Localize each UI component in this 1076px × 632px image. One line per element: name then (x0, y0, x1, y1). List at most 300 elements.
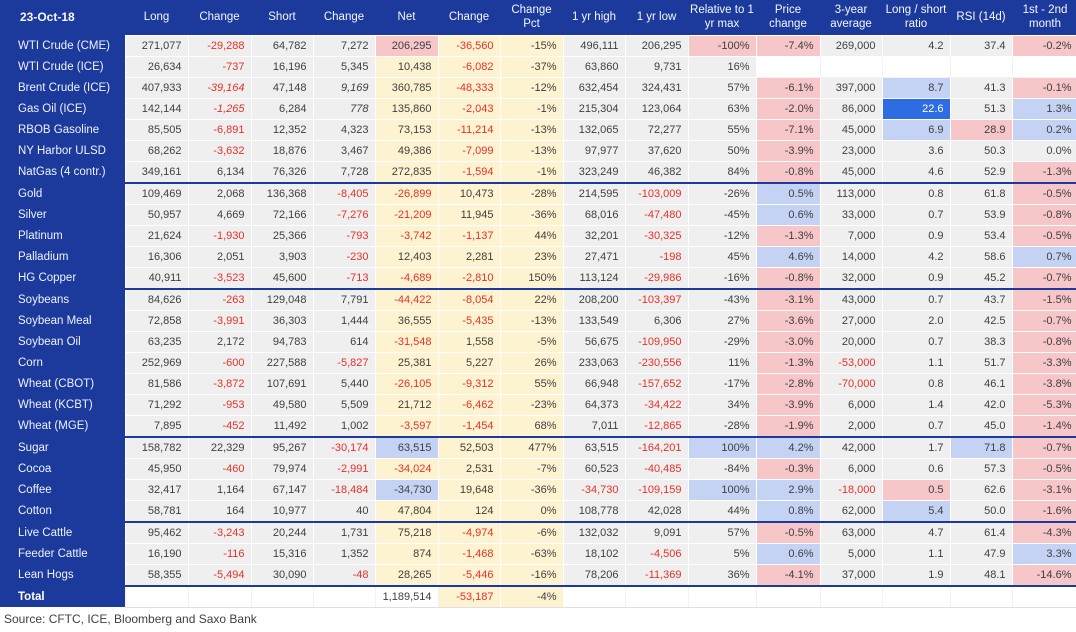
cell: 324,431 (625, 77, 688, 98)
cell: 397,000 (820, 77, 882, 98)
cell: 0.5% (756, 183, 820, 205)
cell: -6,082 (438, 56, 500, 77)
cell: -4.3% (1012, 522, 1076, 544)
row-label: NY Harbor ULSD (0, 140, 125, 161)
cell: -34,730 (375, 479, 438, 500)
cell: -18,484 (313, 479, 375, 500)
cell: 3.6 (882, 140, 950, 161)
cell: -7,276 (313, 204, 375, 225)
cell: -263 (188, 289, 251, 311)
cell: 32,201 (563, 225, 625, 246)
cell: 26% (500, 352, 563, 373)
cell: 107,691 (251, 373, 313, 394)
cell: 26,634 (125, 56, 188, 77)
cell: -43% (688, 289, 756, 311)
column-header: Price change (756, 0, 820, 35)
cell: 61.8 (950, 183, 1012, 205)
cell: 269,000 (820, 35, 882, 56)
cell: 22,329 (188, 437, 251, 459)
cell: -5,435 (438, 310, 500, 331)
table-row (0, 119, 1076, 140)
cell: 55% (688, 119, 756, 140)
cell: 42,000 (820, 437, 882, 459)
cell: -5% (500, 331, 563, 352)
cell (688, 586, 756, 608)
cell: -1,594 (438, 161, 500, 183)
cell: 38.3 (950, 331, 1012, 352)
cell: -31,548 (375, 331, 438, 352)
cell: 3.3% (1012, 543, 1076, 564)
cell: 1,189,514 (375, 586, 438, 608)
cell: -3,991 (188, 310, 251, 331)
cell: -460 (188, 458, 251, 479)
cell: 43,000 (820, 289, 882, 311)
cell: -34,730 (563, 479, 625, 500)
column-header: Change (313, 0, 375, 35)
cell: -3,243 (188, 522, 251, 544)
cell: 53.9 (950, 204, 1012, 225)
cell: 58,355 (125, 564, 188, 586)
table-row (0, 458, 1076, 479)
cell: 27,000 (820, 310, 882, 331)
cell: -9,312 (438, 373, 500, 394)
cell: 7,895 (125, 415, 188, 437)
cell: 113,124 (563, 267, 625, 289)
cell: 63,515 (563, 437, 625, 459)
cell: -3,597 (375, 415, 438, 437)
cell: 63,860 (563, 56, 625, 77)
cell (882, 56, 950, 77)
cell: 94,783 (251, 331, 313, 352)
cell: 1.9 (882, 564, 950, 586)
cell: -12% (688, 225, 756, 246)
cell: 18,876 (251, 140, 313, 161)
row-label: Corn (0, 352, 125, 373)
column-header: Net (375, 0, 438, 35)
cell: -103,397 (625, 289, 688, 311)
row-label: NatGas (4 contr.) (0, 161, 125, 183)
cell: 63,515 (375, 437, 438, 459)
cell: 1,558 (438, 331, 500, 352)
cell: 81,586 (125, 373, 188, 394)
cell: 6,306 (625, 310, 688, 331)
cell (950, 586, 1012, 608)
cell: 0.8 (882, 373, 950, 394)
cell: 15,316 (251, 543, 313, 564)
table-row (0, 267, 1076, 289)
cell: -0.8% (1012, 331, 1076, 352)
cell: -48 (313, 564, 375, 586)
cell: -3,872 (188, 373, 251, 394)
cell: -1.5% (1012, 289, 1076, 311)
cell: -3.9% (756, 394, 820, 415)
column-header: Change Pct (500, 0, 563, 35)
cell: 11,492 (251, 415, 313, 437)
cell: 208,200 (563, 289, 625, 311)
cell: 25,381 (375, 352, 438, 373)
row-label: RBOB Gasoline (0, 119, 125, 140)
cell: 58,781 (125, 500, 188, 522)
cell: 37.4 (950, 35, 1012, 56)
row-label: Brent Crude (ICE) (0, 77, 125, 98)
date-header: 23-Oct-18 (0, 0, 125, 35)
cell: 27,471 (563, 246, 625, 267)
cell: 52.9 (950, 161, 1012, 183)
table-row (0, 331, 1076, 352)
cell: 9,169 (313, 77, 375, 98)
cell: 0.6% (756, 204, 820, 225)
cell: -30,174 (313, 437, 375, 459)
cell: 100% (688, 437, 756, 459)
cell: 32,417 (125, 479, 188, 500)
cell: 58.6 (950, 246, 1012, 267)
cell: -36% (500, 204, 563, 225)
cell: 50,957 (125, 204, 188, 225)
cell: -2,991 (313, 458, 375, 479)
cell: 5,227 (438, 352, 500, 373)
cell: 0.7% (1012, 246, 1076, 267)
cell: -11,214 (438, 119, 500, 140)
row-label: Wheat (KCBT) (0, 394, 125, 415)
cell: 36,303 (251, 310, 313, 331)
cell: 33,000 (820, 204, 882, 225)
cell: 42.5 (950, 310, 1012, 331)
cell: -0.1% (1012, 77, 1076, 98)
table-row (0, 310, 1076, 331)
cell: 215,304 (563, 98, 625, 119)
cell: -12,865 (625, 415, 688, 437)
row-label: Gas Oil (ICE) (0, 98, 125, 119)
table-row (0, 77, 1076, 98)
cell: 5,509 (313, 394, 375, 415)
cell: 0.2% (1012, 119, 1076, 140)
table-row (0, 98, 1076, 119)
cell: 40,911 (125, 267, 188, 289)
cell: 1,164 (188, 479, 251, 500)
cell: 36,555 (375, 310, 438, 331)
cell: 132,065 (563, 119, 625, 140)
cell: 2.9% (756, 479, 820, 500)
cell: 0.0% (1012, 140, 1076, 161)
cell: 57.3 (950, 458, 1012, 479)
cell: -109,950 (625, 331, 688, 352)
cell: 47,148 (251, 77, 313, 98)
cell: -53,000 (820, 352, 882, 373)
table-row (0, 564, 1076, 586)
cell: -0.7% (1012, 437, 1076, 459)
cell: 32,000 (820, 267, 882, 289)
cell: -3.9% (756, 140, 820, 161)
cell: -6,462 (438, 394, 500, 415)
cell: -1,454 (438, 415, 500, 437)
table-row (0, 204, 1076, 225)
cell: 124 (438, 500, 500, 522)
cell: -28% (688, 415, 756, 437)
row-label: HG Copper (0, 267, 125, 289)
cell: -0.8% (1012, 204, 1076, 225)
cell: 7,272 (313, 35, 375, 56)
cell: 95,462 (125, 522, 188, 544)
row-label: Cocoa (0, 458, 125, 479)
cell: 84,626 (125, 289, 188, 311)
cell: -230,556 (625, 352, 688, 373)
cell: -7.1% (756, 119, 820, 140)
cell: 27% (688, 310, 756, 331)
row-label: WTI Crude (ICE) (0, 56, 125, 77)
cell: 95,267 (251, 437, 313, 459)
cell: -713 (313, 267, 375, 289)
cell: 37,620 (625, 140, 688, 161)
cell: 45.0 (950, 415, 1012, 437)
cell: 23,000 (820, 140, 882, 161)
cell: 8.7 (882, 77, 950, 98)
cell (950, 56, 1012, 77)
cell: -3,742 (375, 225, 438, 246)
cell: 0.7 (882, 415, 950, 437)
row-label: Soybeans (0, 289, 125, 311)
cell: 16,196 (251, 56, 313, 77)
cell: 78,206 (563, 564, 625, 586)
row-label: Soybean Oil (0, 331, 125, 352)
cell: -29,986 (625, 267, 688, 289)
cell: -1.3% (756, 225, 820, 246)
cell: 56,675 (563, 331, 625, 352)
cell: -53,187 (438, 586, 500, 608)
cell: 5,440 (313, 373, 375, 394)
cell (1012, 56, 1076, 77)
cell: 0.7 (882, 289, 950, 311)
cell: 79,974 (251, 458, 313, 479)
cell: 113,000 (820, 183, 882, 205)
cell: 66,948 (563, 373, 625, 394)
cell: 407,933 (125, 77, 188, 98)
cell: -793 (313, 225, 375, 246)
row-label: WTI Crude (CME) (0, 35, 125, 56)
cell: 45,950 (125, 458, 188, 479)
cell: 4.2 (882, 35, 950, 56)
cell: 227,588 (251, 352, 313, 373)
cell: -15% (500, 35, 563, 56)
column-header: 3-year average (820, 0, 882, 35)
table-row (0, 225, 1076, 246)
cell: 62,000 (820, 500, 882, 522)
cell: -0.2% (1012, 35, 1076, 56)
cell: -4% (500, 586, 563, 608)
cell: -13% (500, 140, 563, 161)
cell: 21,624 (125, 225, 188, 246)
cell: 37,000 (820, 564, 882, 586)
row-label: Wheat (MGE) (0, 415, 125, 437)
cell: 1.7 (882, 437, 950, 459)
cell: -26,899 (375, 183, 438, 205)
cell: 16,190 (125, 543, 188, 564)
cell: -452 (188, 415, 251, 437)
cell: 0.7 (882, 331, 950, 352)
cell: 16% (688, 56, 756, 77)
cell: -2.8% (756, 373, 820, 394)
table-row (0, 522, 1076, 544)
cell (563, 586, 625, 608)
cell: -34,024 (375, 458, 438, 479)
table-row (0, 543, 1076, 564)
cell: 0.8% (756, 500, 820, 522)
cell: 1.3% (1012, 98, 1076, 119)
cell: 6,284 (251, 98, 313, 119)
cell: 2,172 (188, 331, 251, 352)
cell: 72,277 (625, 119, 688, 140)
cell: -2,810 (438, 267, 500, 289)
cell: -1% (500, 98, 563, 119)
cell: 109,469 (125, 183, 188, 205)
cell: 3,467 (313, 140, 375, 161)
table-row (0, 56, 1076, 77)
cell: 778 (313, 98, 375, 119)
cell: -8,054 (438, 289, 500, 311)
cell: 4.2 (882, 246, 950, 267)
cell: -29,288 (188, 35, 251, 56)
cell: 135,860 (375, 98, 438, 119)
cell: 4.6% (756, 246, 820, 267)
cell: 64,782 (251, 35, 313, 56)
cell: 158,782 (125, 437, 188, 459)
cell: 63,000 (820, 522, 882, 544)
column-header: 1 yr low (625, 0, 688, 35)
cell: -7,099 (438, 140, 500, 161)
cell: 45.2 (950, 267, 1012, 289)
cell: 0.5 (882, 479, 950, 500)
cell: -16% (500, 564, 563, 586)
cell: 0.7 (882, 204, 950, 225)
cell: 477% (500, 437, 563, 459)
cell: 44% (500, 225, 563, 246)
column-header: 1st - 2nd month (1012, 0, 1076, 35)
cell: -5,494 (188, 564, 251, 586)
cell: 67,147 (251, 479, 313, 500)
cell: 71,292 (125, 394, 188, 415)
cell: 75,218 (375, 522, 438, 544)
cell: 36% (688, 564, 756, 586)
cell: -3.8% (1012, 373, 1076, 394)
cell: 206,295 (625, 35, 688, 56)
cell: -63% (500, 543, 563, 564)
cell: 64,373 (563, 394, 625, 415)
cell: -3,632 (188, 140, 251, 161)
cell: 9,091 (625, 522, 688, 544)
cell: 1.4 (882, 394, 950, 415)
cell: -5.3% (1012, 394, 1076, 415)
cell: 47,804 (375, 500, 438, 522)
cell: 7,000 (820, 225, 882, 246)
cell: 1,352 (313, 543, 375, 564)
cell: -103,009 (625, 183, 688, 205)
cell: 28.9 (950, 119, 1012, 140)
cell: -13% (500, 310, 563, 331)
cell: -157,652 (625, 373, 688, 394)
cell: 61.4 (950, 522, 1012, 544)
cell: 3,903 (251, 246, 313, 267)
cell: 42,028 (625, 500, 688, 522)
cell: -1,137 (438, 225, 500, 246)
table-row (0, 500, 1076, 522)
cell: -2.0% (756, 98, 820, 119)
cell: -4.1% (756, 564, 820, 586)
table-row (0, 352, 1076, 373)
cell: -28% (500, 183, 563, 205)
row-label: Sugar (0, 437, 125, 459)
table-row (0, 394, 1076, 415)
cell: -0.8% (756, 267, 820, 289)
table-row (0, 437, 1076, 459)
cell: 76,326 (251, 161, 313, 183)
cell: 4.7 (882, 522, 950, 544)
row-label: Soybean Meal (0, 310, 125, 331)
cell: 28,265 (375, 564, 438, 586)
cell: 323,249 (563, 161, 625, 183)
cell: 133,549 (563, 310, 625, 331)
row-label: Coffee (0, 479, 125, 500)
cell: 42.0 (950, 394, 1012, 415)
cell: 68,262 (125, 140, 188, 161)
table-row (0, 140, 1076, 161)
cell: -600 (188, 352, 251, 373)
cell: -17% (688, 373, 756, 394)
row-label: Wheat (CBOT) (0, 373, 125, 394)
cell: -16% (688, 267, 756, 289)
cell: 0.8 (882, 183, 950, 205)
cell: 632,454 (563, 77, 625, 98)
cell: 84% (688, 161, 756, 183)
cell (820, 56, 882, 77)
cell: -18,000 (820, 479, 882, 500)
cell: 22% (500, 289, 563, 311)
cell: 6,000 (820, 458, 882, 479)
cell: 71.8 (950, 437, 1012, 459)
cell: 132,032 (563, 522, 625, 544)
cell: 349,161 (125, 161, 188, 183)
cell: 4,669 (188, 204, 251, 225)
cell: 20,000 (820, 331, 882, 352)
table-row (0, 161, 1076, 183)
cell: -1.9% (756, 415, 820, 437)
cell: -47,480 (625, 204, 688, 225)
table-row (0, 246, 1076, 267)
column-header: 1 yr high (563, 0, 625, 35)
cell: 55% (500, 373, 563, 394)
cell (625, 586, 688, 608)
cell: 4.2% (756, 437, 820, 459)
cell: -8,405 (313, 183, 375, 205)
cell: 4,323 (313, 119, 375, 140)
cell: 6.9 (882, 119, 950, 140)
table-row (0, 479, 1076, 500)
column-header: Long / short ratio (882, 0, 950, 35)
cell: 7,011 (563, 415, 625, 437)
cell: 60,523 (563, 458, 625, 479)
cell: 63% (688, 98, 756, 119)
row-label: Palladium (0, 246, 125, 267)
cell: -7.4% (756, 35, 820, 56)
row-label: Live Cattle (0, 522, 125, 544)
cell: 2.0 (882, 310, 950, 331)
cell: 0.6 (882, 458, 950, 479)
cell: 252,969 (125, 352, 188, 373)
cell: -100% (688, 35, 756, 56)
cell: -44,422 (375, 289, 438, 311)
cell: 62.6 (950, 479, 1012, 500)
row-label: Feeder Cattle (0, 543, 125, 564)
cell: 11% (688, 352, 756, 373)
cell (756, 56, 820, 77)
